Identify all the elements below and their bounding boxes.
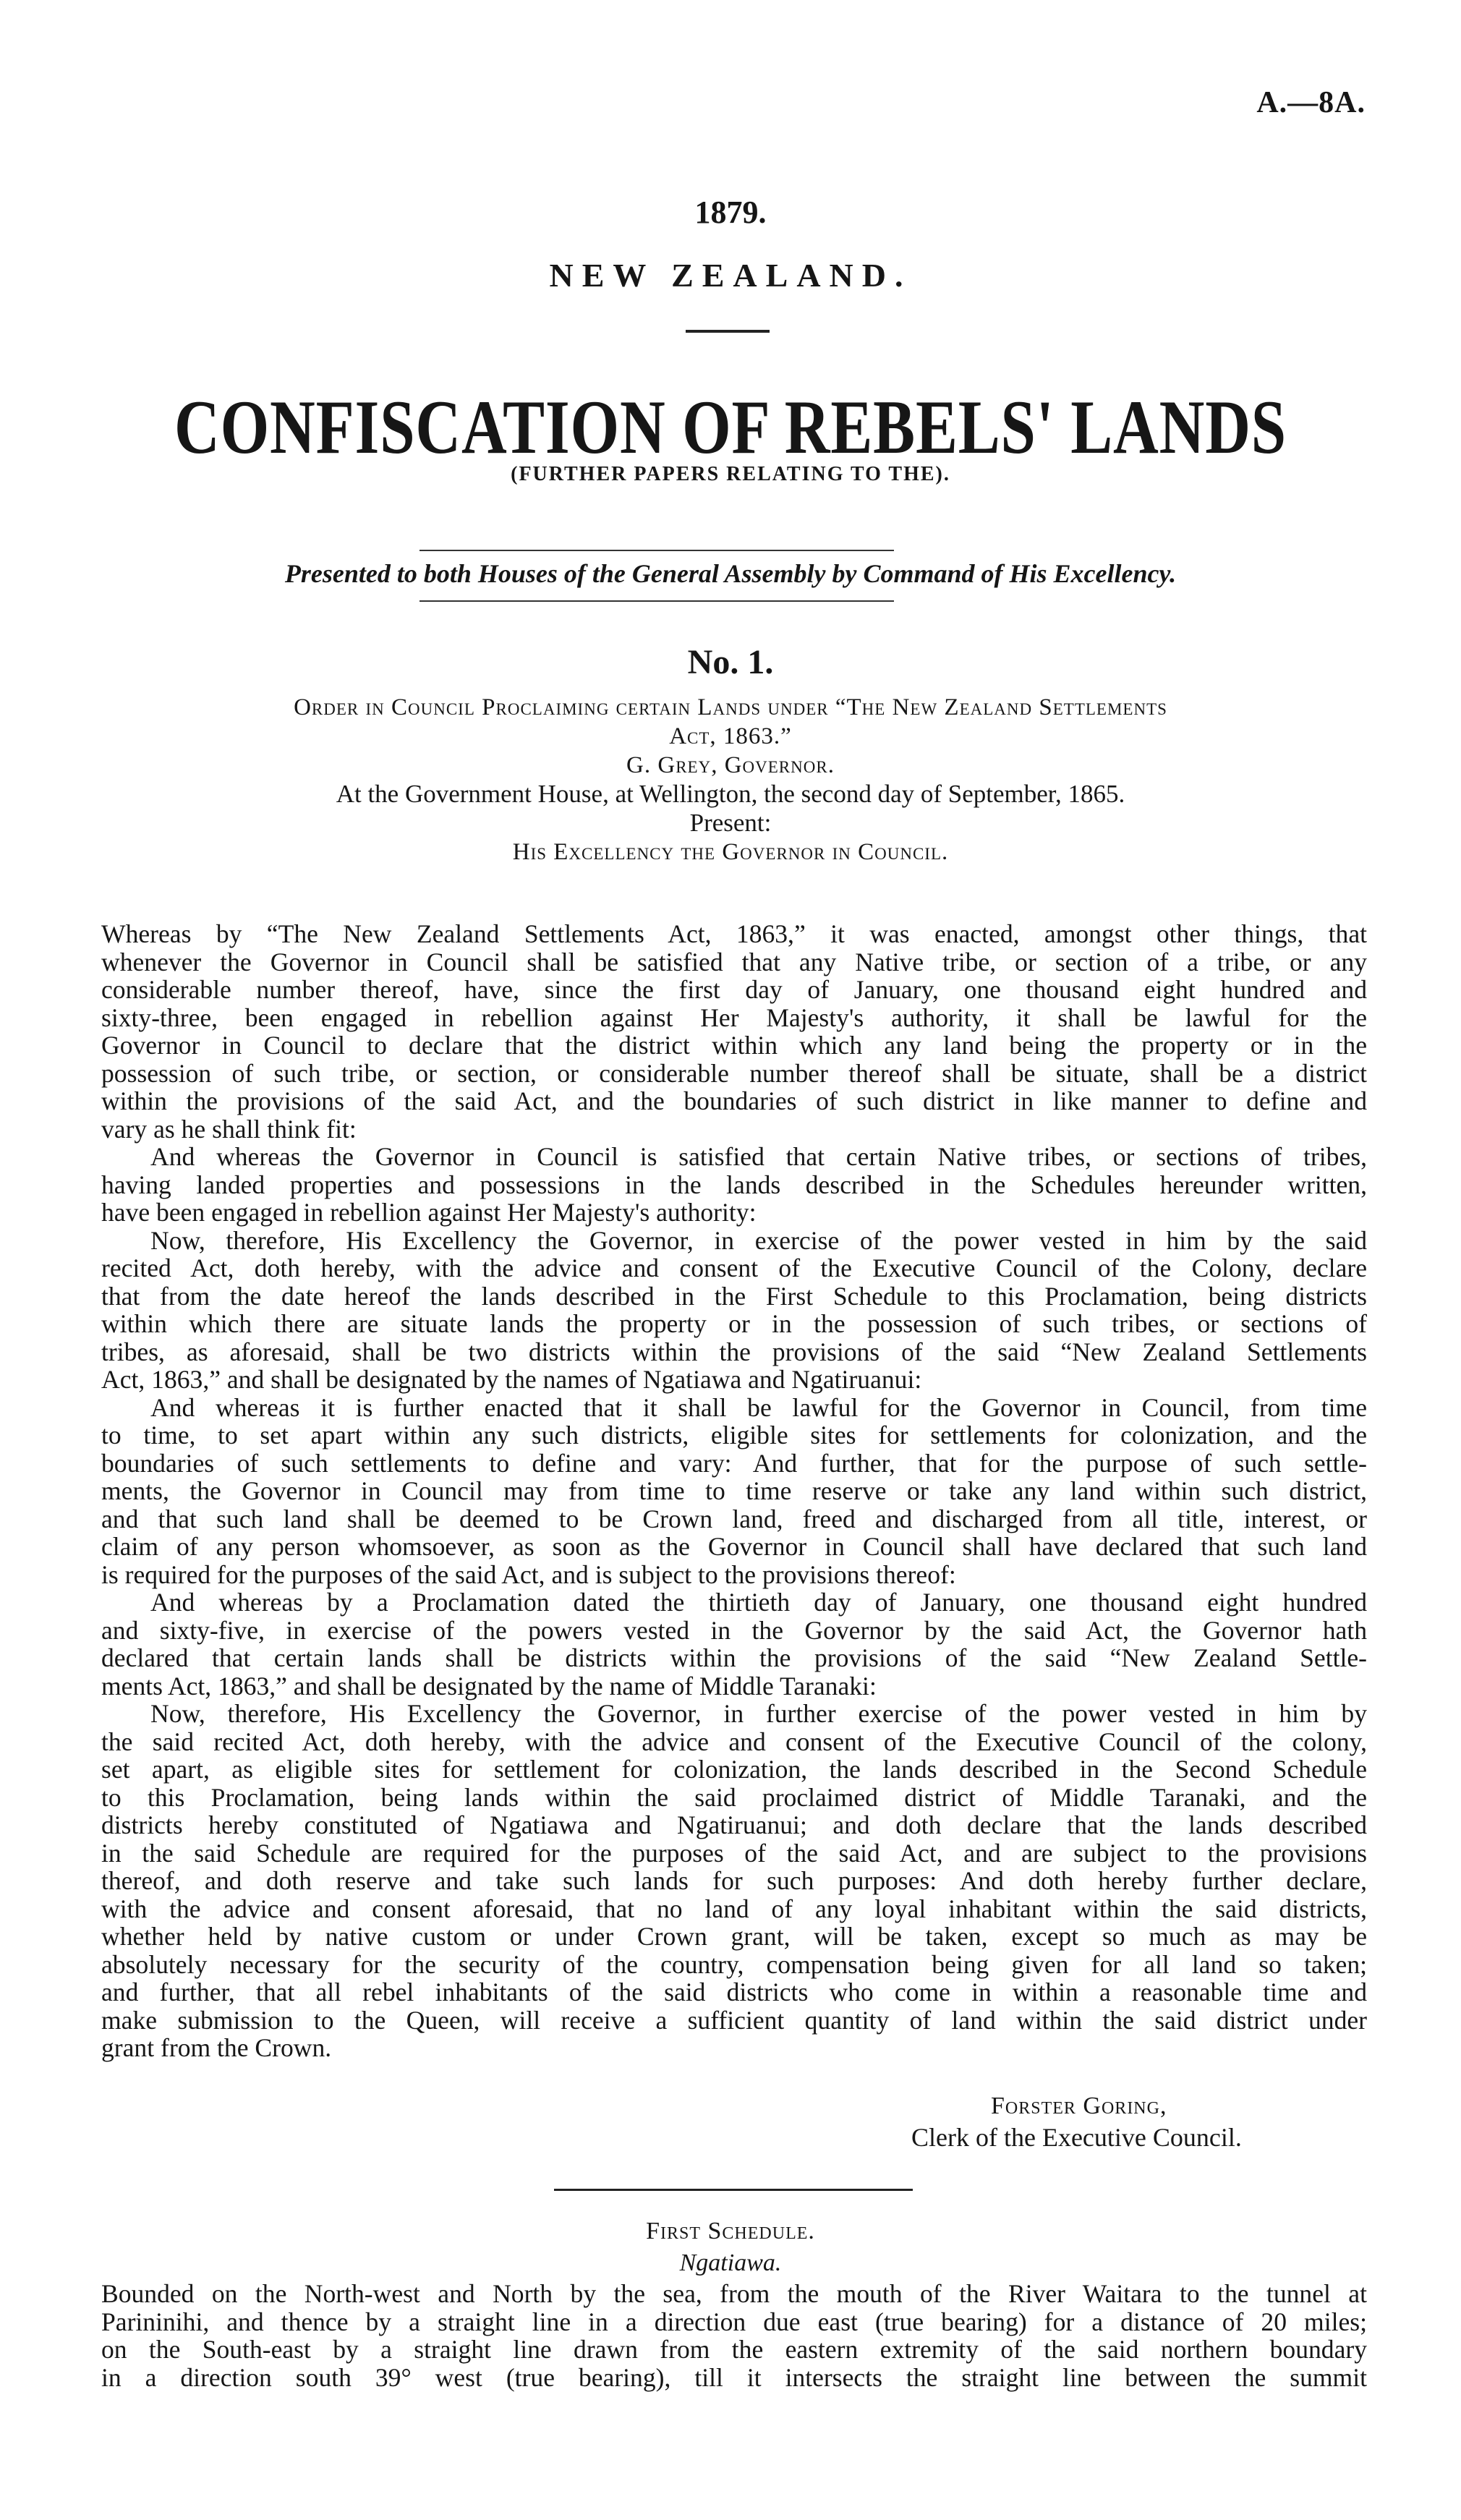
body-line: to time, to set apart within any such districts, eligible sites for settlements for colonization, and the — [101, 1421, 1367, 1450]
body-line: sixty-three, been engaged in rebellion against Her Majesty's authority, it shall be lawful for the — [101, 1003, 1367, 1032]
body-line: in the said Schedule are required for the purposes of the said Act, and are subject to the provisions — [101, 1838, 1367, 1868]
body-line: thereof, and doth reserve and take such lands for such purposes: And doth hereby further declare, — [101, 1866, 1367, 1895]
body-line: to this Proclamation, being lands within the said proclaimed district of Middle Taranaki, and the — [101, 1782, 1367, 1812]
body-line: ments, the Governor in Council may from time to time reserve or take any land within such district, — [101, 1476, 1367, 1505]
divider — [554, 2189, 913, 2191]
divider — [419, 550, 894, 551]
subtitle: (FURTHER PAPERS RELATING TO THE). — [511, 463, 950, 485]
presented-note: Presented to both Houses of the General Assembly by Command of His Excellency. — [284, 559, 1177, 588]
body-line: boundaries of such settlements to define and vary: And further, that for the purpose of such settle- — [101, 1448, 1367, 1478]
body-line: the said recited Act, doth hereby, with the advice and consent of the Executive Council of the colony, — [101, 1727, 1367, 1756]
body-line: absolutely necessary for the security of the country, compensation being given for all land so taken; — [101, 1949, 1367, 1979]
body-line: within which there are situate lands the property or in the possession of such tribes, or sections of — [101, 1309, 1367, 1338]
body-line: whenever the Governor in Council shall be satisfied that any Native tribe, or section of a tribe, or any — [101, 947, 1367, 976]
body-line: Act, 1863,” and shall be designated by the names of Ngatiawa and Ngatiruanui: — [101, 1365, 922, 1394]
signatory-title: Clerk of the Executive Council. — [911, 2123, 1242, 2152]
paper-number: No. 1. — [687, 643, 774, 681]
body-line: possession of such tribe, or section, or considerable number thereof shall be situate, shall be a district — [101, 1058, 1367, 1088]
year: 1879. — [694, 195, 767, 230]
schedule-heading: First Schedule. — [646, 2218, 815, 2244]
body-line: recited Act, doth hereby, with the advice and consent of the Executive Council of the Colony, declare — [101, 1253, 1367, 1282]
body-line: and further, that all rebel inhabitants of the said districts who come in within a reasonable time and — [101, 1978, 1367, 2006]
body-line: make submission to the Queen, will receive a sufficient quantity of land within the said district under — [101, 2005, 1367, 2035]
page-title: CONFISCATION OF REBELS' LANDS — [174, 385, 1287, 469]
body-line: And whereas by a Proclamation dated the thirtieth day of January, one thousand eight hundred — [150, 1588, 1367, 1617]
body-line: whether held by native custom or under Crown grant, will be taken, except so much as may be — [101, 1922, 1367, 1951]
body-line: that from the date hereof the lands described in the First Schedule to this Proclamation, being districts — [101, 1281, 1367, 1311]
order-line: Order in Council Proclaiming certain Lands under “The New Zealand Settlements — [294, 694, 1167, 720]
divider — [686, 330, 770, 333]
schedule-line: Bounded on the North-west and North by the sea, from the mouth of the River Waitara to the tunnel at — [101, 2279, 1367, 2308]
schedule-line: on the South-east by a straight line drawn from the eastern extremity of the said northern boundary — [101, 2335, 1367, 2364]
divider — [419, 600, 894, 602]
body-line: is required for the purposes of the said Act, and is subject to the provisions thereof: — [101, 1559, 956, 1589]
body-line: ments Act, 1863,” and shall be designated by the name of Middle Taranaki: — [101, 1671, 877, 1700]
body-line: and that such land shall be deemed to be Crown land, freed and discharged from all title, interest, or — [101, 1504, 1367, 1533]
schedule-line: Parininihi, and thence by a straight line in a direction due east (true bearing) for a distance of 20 miles; — [101, 2307, 1367, 2336]
body-line: and sixty-five, in exercise of the powers vested in the Governor by the said Act, the Governor hath — [101, 1615, 1367, 1645]
body-line: set apart, as eligible sites for settlement for colonization, the lands described in the Second Schedule — [101, 1755, 1367, 1784]
country: NEW ZEALAND. — [549, 257, 912, 294]
body-line: having landed properties and possessions in the lands described in the Schedules hereunder written, — [101, 1170, 1367, 1199]
body-line: with the advice and consent aforesaid, that no land of any loyal inhabitant within the said districts, — [101, 1894, 1367, 1923]
body-line: districts hereby constituted of Ngatiawa and Ngatiruanui; and doth declare that the lands described — [101, 1810, 1367, 1839]
body-line: Whereas by “The New Zealand Settlements Act, 1863,” it was enacted, amongst other things, that — [101, 919, 1367, 948]
body-line: grant from the Crown. — [101, 2033, 332, 2062]
body-line: vary as he shall think fit: — [101, 1114, 357, 1144]
order-heading — [108, 693, 1353, 867]
schedule-body — [101, 2280, 1367, 2391]
body-line: within the provisions of the said Act, and the boundaries of such district in like manner to define and — [101, 1086, 1367, 1115]
body-line: have been engaged in rebellion against Her Majesty's authority: — [101, 1198, 757, 1227]
schedule-district: Ngatiawa. — [679, 2249, 782, 2276]
order-line: Act, 1863.” — [669, 723, 792, 749]
present-label: Present: — [689, 809, 772, 837]
body-line: claim of any person whomsoever, as soon as the Governor in Council shall have declared that such land — [101, 1532, 1367, 1561]
body-line: declared that certain lands shall be districts within the provisions of the said “New Zealand Settle- — [101, 1643, 1367, 1672]
proclamation-body — [101, 920, 1367, 2062]
body-line: tribes, as aforesaid, shall be two districts within the provisions of the said “New Zealand Settlements — [101, 1337, 1367, 1366]
present-who: His Excellency the Governor in Council. — [512, 839, 949, 865]
signatory-name: Forster Goring, — [991, 2093, 1167, 2119]
body-line: And whereas the Governor in Council is satisfied that certain Native tribes, or sections of tribes, — [150, 1142, 1367, 1171]
body-line: considerable number thereof, have, since the first day of January, one thousand eight hundred and — [101, 975, 1367, 1004]
governor-line: G. Grey, Governor. — [626, 752, 835, 778]
paper-reference: A.—8A. — [1256, 86, 1366, 119]
place-date: At the Government House, at Wellington, the second day of September, 1865. — [336, 780, 1125, 808]
body-line: Now, therefore, His Excellency the Governor, in further exercise of the power vested in him by — [150, 1699, 1367, 1728]
body-line: Governor in Council to declare that the district within which any land being the property or in the — [101, 1031, 1367, 1060]
schedule-line: in a direction south 39° west (true bearing), till it intersects the straight line between the summit — [101, 2362, 1367, 2392]
body-line: Now, therefore, His Excellency the Governor, in exercise of the power vested in him by the said — [150, 1225, 1367, 1255]
body-line: And whereas it is further enacted that it shall be lawful for the Governor in Council, from time — [150, 1392, 1367, 1422]
